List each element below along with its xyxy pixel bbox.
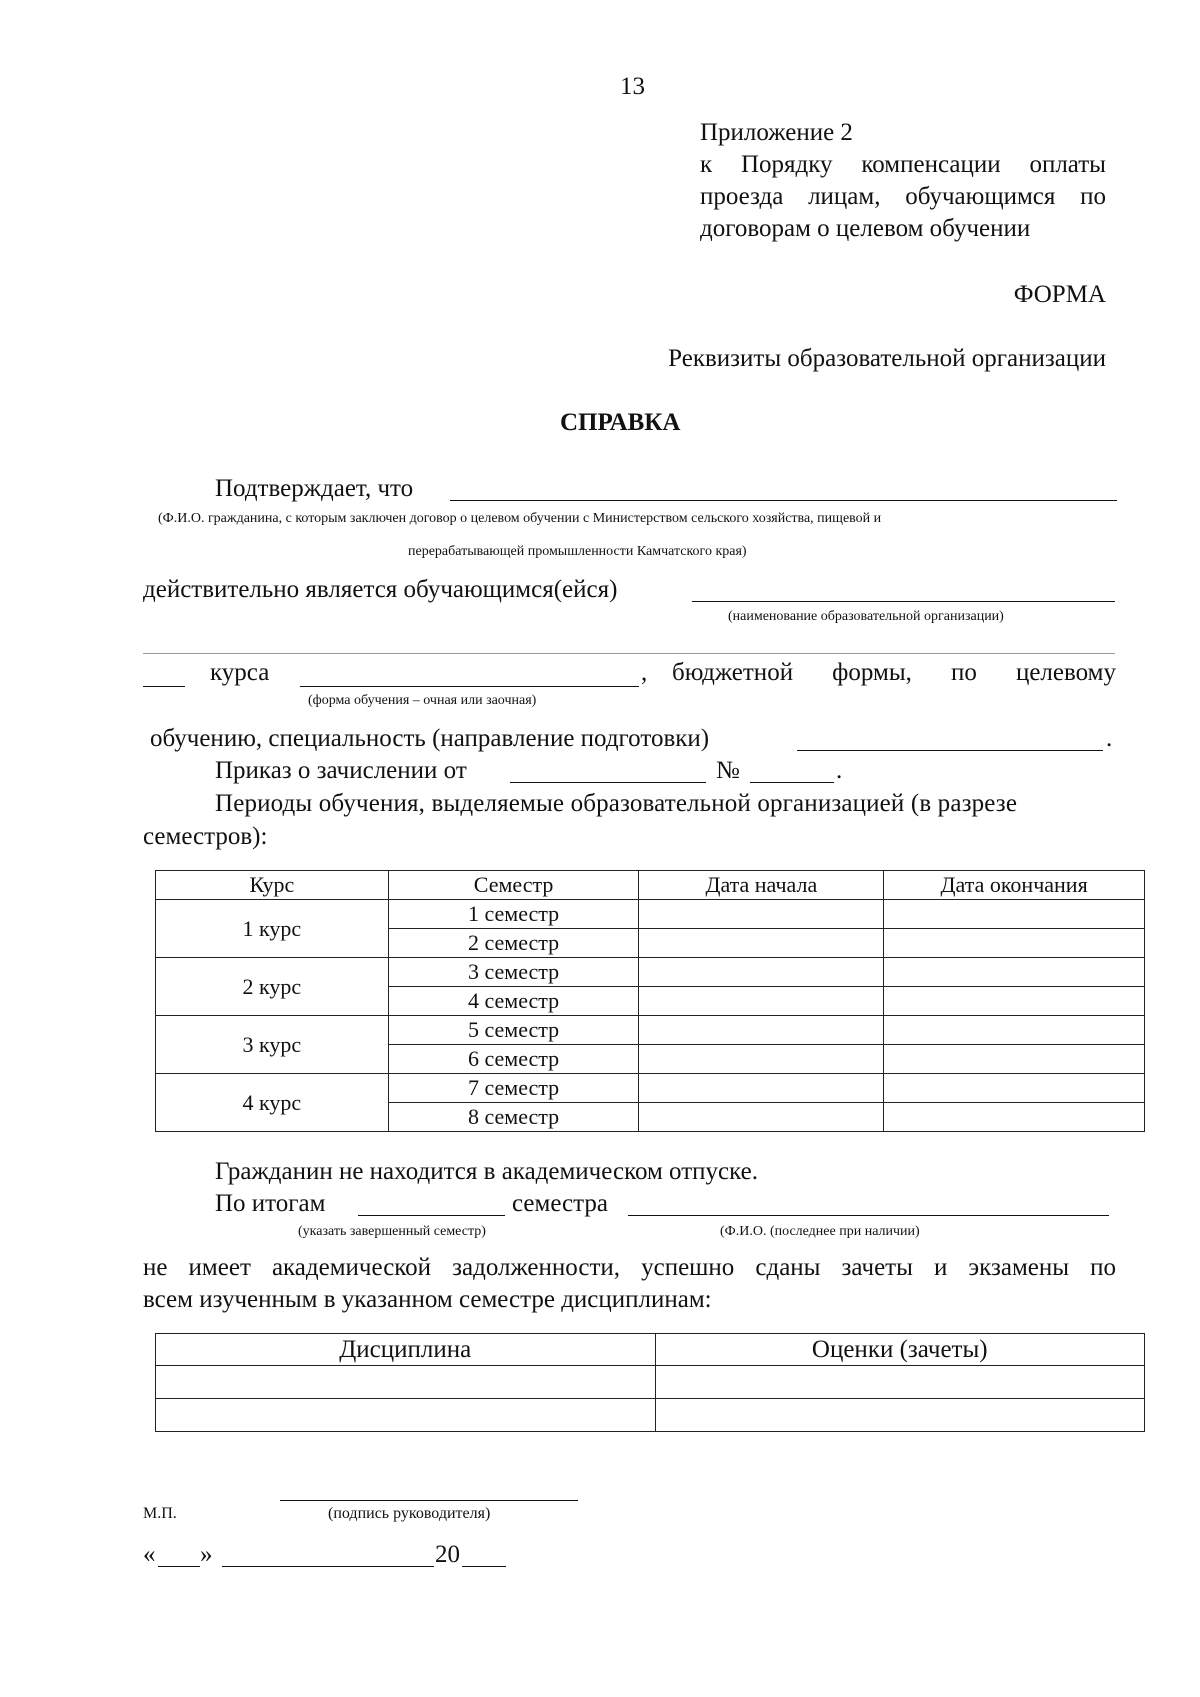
specialty-field[interactable] bbox=[797, 750, 1103, 751]
signature-field[interactable] bbox=[280, 1500, 578, 1501]
periods-table bbox=[155, 870, 1145, 1132]
semester-cell: 2 семестр bbox=[388, 929, 639, 958]
end-date-cell[interactable] bbox=[884, 1045, 1145, 1074]
header-end-date: Дата окончания bbox=[884, 871, 1145, 900]
signature-hint: (подпись руководителя) bbox=[328, 1505, 491, 1522]
course-cell: 4 курс bbox=[156, 1074, 389, 1132]
form-label: ФОРМА bbox=[1013, 281, 1106, 308]
semester-word: семестра bbox=[512, 1190, 608, 1217]
discipline-cell[interactable] bbox=[156, 1399, 656, 1432]
header-start-date: Дата начала bbox=[639, 871, 884, 900]
date-day-field[interactable] bbox=[158, 1566, 200, 1567]
end-date-cell[interactable] bbox=[884, 1103, 1145, 1132]
results-text: По итогам bbox=[215, 1190, 326, 1217]
org-requisites: Реквизиты образовательной организации bbox=[668, 345, 1106, 372]
year-prefix: 20 bbox=[435, 1541, 460, 1568]
document-title: СПРАВКА bbox=[560, 409, 681, 436]
date-close-quote: » bbox=[200, 1541, 213, 1568]
date-month-field[interactable] bbox=[222, 1566, 434, 1567]
start-date-cell[interactable] bbox=[639, 1074, 884, 1103]
order-text: Приказ о зачислении от bbox=[215, 757, 467, 784]
end-date-cell[interactable] bbox=[884, 1074, 1145, 1103]
fio-short-field[interactable] bbox=[628, 1215, 1109, 1216]
discipline-cell[interactable] bbox=[156, 1366, 656, 1399]
org-name-field-continued[interactable] bbox=[143, 653, 1115, 654]
appendix-title: Приложение 2 bbox=[700, 119, 853, 146]
periods-text-2: семестров): bbox=[143, 823, 268, 850]
comma: , bbox=[641, 659, 648, 686]
start-date-cell[interactable] bbox=[639, 987, 884, 1016]
specialty-text: обучению, специальность (направление подготовки) bbox=[150, 725, 710, 752]
start-date-cell[interactable] bbox=[639, 1016, 884, 1045]
semester-cell: 6 семестр bbox=[388, 1045, 639, 1074]
end-date-cell[interactable] bbox=[884, 929, 1145, 958]
fio-hint-2: перерабатывающей промышленности Камчатского края) bbox=[408, 544, 747, 559]
page-number: 13 bbox=[620, 73, 645, 100]
study-form-field[interactable] bbox=[300, 686, 639, 687]
start-date-cell[interactable] bbox=[639, 900, 884, 929]
course-cell: 3 курс bbox=[156, 1016, 389, 1074]
grade-cell[interactable] bbox=[655, 1366, 1144, 1399]
semester-cell: 5 семестр bbox=[388, 1016, 639, 1045]
date-open-quote: « bbox=[143, 1541, 156, 1568]
fio-field[interactable] bbox=[450, 500, 1117, 501]
semester-cell: 3 семестр bbox=[388, 958, 639, 987]
order-number-field[interactable] bbox=[750, 782, 834, 783]
specialty-period: . bbox=[1106, 725, 1113, 752]
semester-cell: 4 семестр bbox=[388, 987, 639, 1016]
header-discipline: Дисциплина bbox=[156, 1334, 656, 1366]
budget-form-text: бюджетной формы, по целевому bbox=[672, 659, 1116, 686]
periods-text-1: Периоды обучения, выделяемые образовательной организацией (в разрезе bbox=[215, 790, 1018, 817]
end-date-cell[interactable] bbox=[884, 1016, 1145, 1045]
end-date-cell[interactable] bbox=[884, 987, 1145, 1016]
fio-hint-1: (Ф.И.О. гражданина, с которым заключен договор о целевом обучении с Министерством сельского хозяйства, пищевой и bbox=[158, 511, 882, 526]
order-date-field[interactable] bbox=[510, 782, 706, 783]
grade-cell[interactable] bbox=[655, 1399, 1144, 1432]
not-on-leave-text: Гражданин не находится в академическом отпуске. bbox=[215, 1158, 758, 1185]
org-name-hint: (наименование образовательной организации) bbox=[728, 609, 1004, 624]
appendix-line-4: договорам о целевом обучении bbox=[700, 215, 1031, 242]
end-date-cell[interactable] bbox=[884, 958, 1145, 987]
confirm-text: Подтверждает, что bbox=[215, 475, 414, 502]
order-period: . bbox=[836, 757, 843, 784]
no-debt-line-2: всем изученным в указанном семестре дисциплинам: bbox=[143, 1286, 712, 1313]
header-course: Курс bbox=[156, 871, 389, 900]
course-number-field[interactable] bbox=[143, 686, 185, 687]
semester-cell: 7 семестр bbox=[388, 1074, 639, 1103]
header-semester: Семестр bbox=[388, 871, 639, 900]
course-cell: 2 курс bbox=[156, 958, 389, 1016]
header-grades: Оценки (зачеты) bbox=[655, 1334, 1144, 1366]
study-form-hint: (форма обучения – очная или заочная) bbox=[308, 693, 537, 708]
semester-cell: 8 семестр bbox=[388, 1103, 639, 1132]
course-cell: 1 курс bbox=[156, 900, 389, 958]
fio-short-hint: (Ф.И.О. (последнее при наличии) bbox=[720, 1224, 920, 1239]
start-date-cell[interactable] bbox=[639, 929, 884, 958]
appendix-line-2: к Порядку компенсации оплаты bbox=[700, 151, 1106, 178]
date-year-field[interactable] bbox=[462, 1566, 506, 1567]
semester-hint: (указать завершенный семестр) bbox=[298, 1224, 486, 1239]
completed-semester-field[interactable] bbox=[358, 1215, 505, 1216]
start-date-cell[interactable] bbox=[639, 1045, 884, 1074]
appendix-line-3: проезда лицам, обучающимся по bbox=[700, 183, 1106, 210]
end-date-cell[interactable] bbox=[884, 900, 1145, 929]
org-name-field[interactable] bbox=[692, 601, 1115, 602]
student-text: действительно является обучающимся(ейся) bbox=[143, 576, 618, 603]
course-word: курса bbox=[210, 659, 270, 686]
number-sign: № bbox=[716, 757, 740, 784]
start-date-cell[interactable] bbox=[639, 1103, 884, 1132]
stamp-label: М.П. bbox=[143, 1505, 177, 1522]
grades-table bbox=[155, 1333, 1145, 1432]
no-debt-line-1: не имеет академической задолженности, успешно сданы зачеты и экзамены по bbox=[143, 1254, 1116, 1281]
start-date-cell[interactable] bbox=[639, 958, 884, 987]
semester-cell: 1 семестр bbox=[388, 900, 639, 929]
